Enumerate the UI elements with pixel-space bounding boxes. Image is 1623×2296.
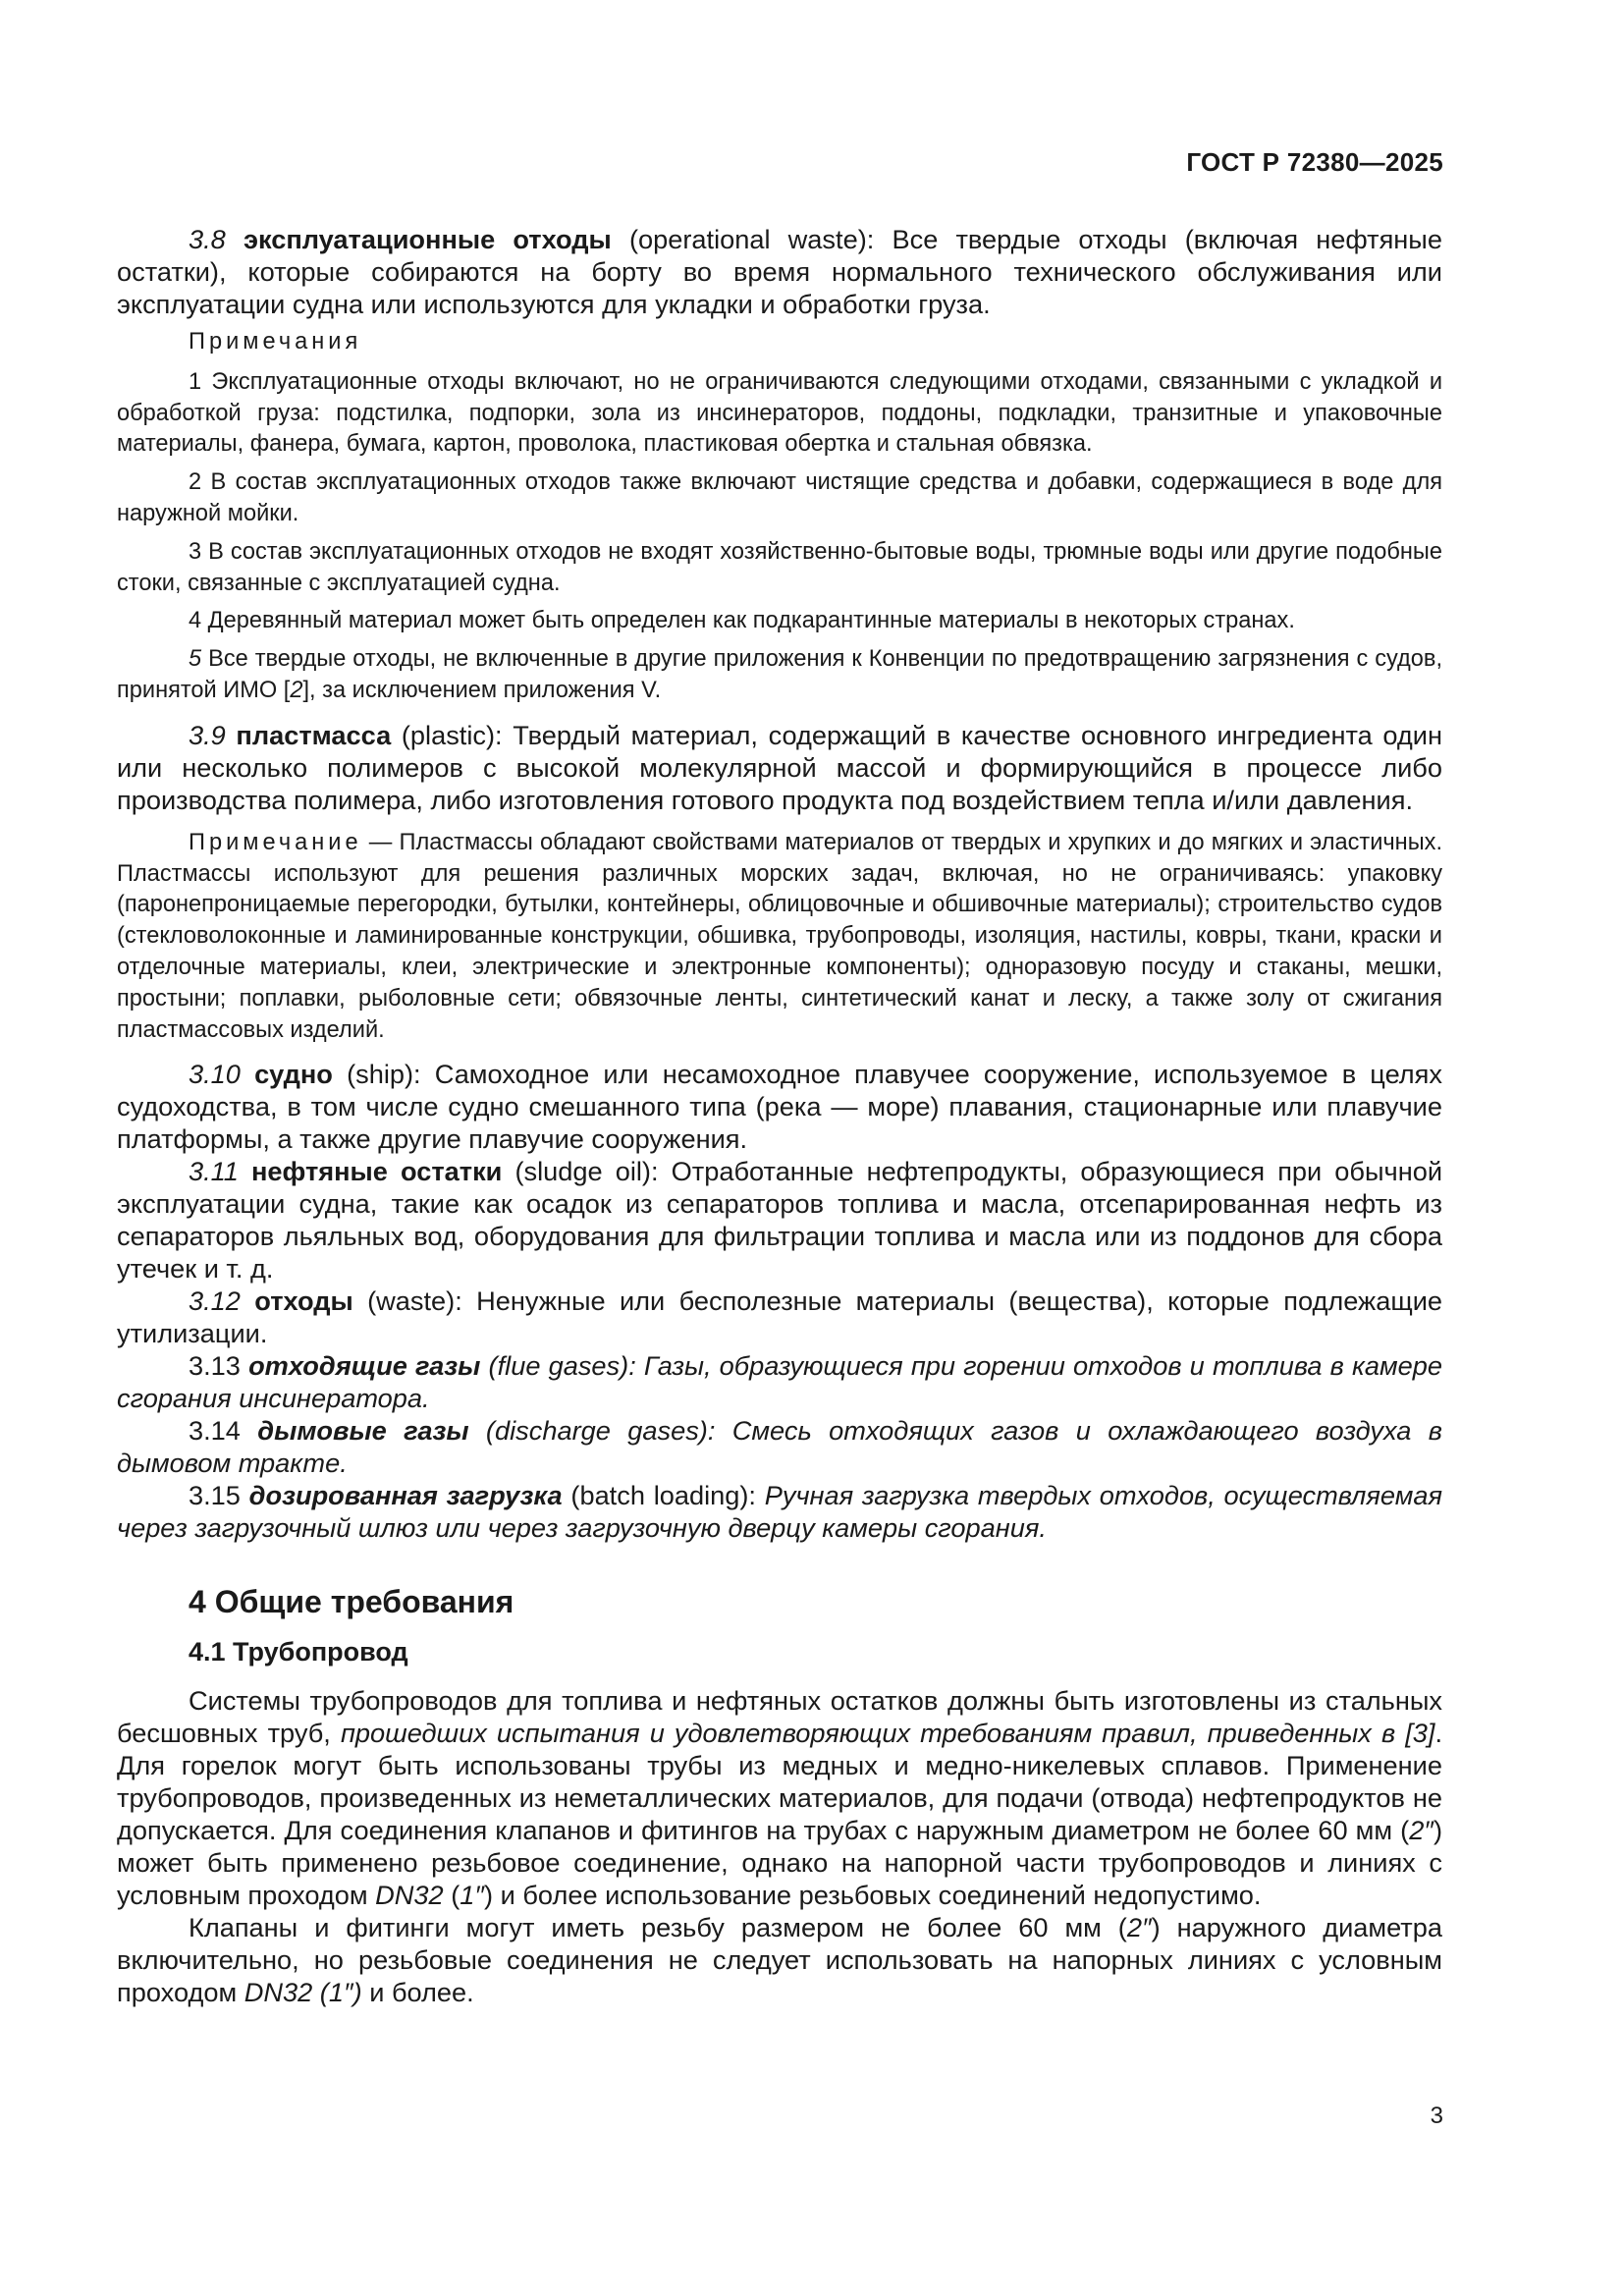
italic-run: DN32 [375, 1880, 444, 1911]
definition-text: Ручная загрузка твердых отходов, осуществляемая через загрузочный шлюз или через загрузочную дверцу камеры сгорания. [117, 1480, 1442, 1544]
note-text: — Пластмассы обладают свойствами материалов от твердых и хрупких и до мягких и эластичных. Пластмассы используют для решения различных морских задач, включая, но не ограничиваясь: упаковку (паронепроницаемые перегородки, бутылки, контейнеры, облицовочные и обшивочные материалы); строительство судов (стекловолоконные и ламинированные конструкции, обшивка, трубопроводы, изоляция, настилы, ковры, ткани, краски и отделочные материалы, клеи, электрические и электронные компоненты); одноразовую посуду и стаканы, мешки, простыни; поплавки, рыболовные сети; обвязочные ленты, синтетический канат и леску, а также золу от сжигания пластмассовых изделий. [117, 829, 1443, 1043]
note-item [117, 644, 1442, 707]
clause-number: 3.9 [189, 719, 226, 750]
italic-run: 2″ [1126, 1912, 1152, 1943]
text-run: и более. [369, 1977, 474, 2008]
text-run: ) и более использование резьбовых соединений недопустимо. [484, 1880, 1262, 1911]
italic-run: DN32 (1″) [243, 1977, 362, 2008]
term-english: (ship): [347, 1059, 421, 1090]
term: судно [254, 1059, 333, 1090]
term-english: (sludge oil): [514, 1156, 659, 1187]
clause-number: 3.15 [189, 1480, 241, 1511]
note-item: 1 Эксплуатационные отходы включают, но не ограничиваются следующими отходами, связанными с укладкой и обработкой груза: подстилка, подпорки, зола из инсинераторов, поддоны, подкладки, транзитные и упаковочные материалы, фанера, бумага, картон, проволока, пластиковая обертка и стальная обвязка. [117, 368, 1442, 458]
clause-number: 3.13 [189, 1350, 241, 1382]
note-item: 3 В состав эксплуатационных отходов не входят хозяйственно-бытовые воды, трюмные воды или другие подобные стоки, связанные с эксплуатацией судна. [117, 538, 1442, 596]
page-number: 3 [1430, 2103, 1443, 2129]
term: нефтяные остатки [250, 1156, 503, 1187]
term-english: (discharge gases): [485, 1415, 716, 1447]
definition-3-11 [117, 1155, 1442, 1285]
clause-number: 3.14 [189, 1415, 241, 1447]
definition-3-9 [117, 719, 1442, 816]
term-english: (waste): [367, 1285, 462, 1317]
note-text-tail: ], за исключением приложения V. [302, 677, 662, 703]
definition-3-12 [117, 1285, 1442, 1349]
text-run: ) наружного диаметра включительно, но резьбовые соединения не следует использовать на напорных линиях с условным проходом [117, 1912, 1442, 2008]
definition-3-15 [117, 1479, 1442, 1544]
definition-text: Твердый материал, содержащий в качестве основного ингредиента один или несколько полимеров с высокой молекулярной массой и формирующийся в процессе либо производства полимера, либо изготовления готового продукта под воздействием тепла и/или давления. [117, 719, 1442, 815]
definition-text: Все твердые отходы (включая нефтяные остатки), которые собираются на борту во время нормального технического обслуживания или эксплуатации судна или используются для укладки и обработки груза. [117, 224, 1442, 319]
italic-run: 1″ [460, 1880, 485, 1911]
definition-text: Ненужные или бесполезные материалы (вещества), которые подлежащие утилизации. [117, 1285, 1442, 1349]
definition-text: Самоходное или несамоходное плавучее сооружение, используемое в целях судоходства, в том числе судно смешанного типа (река — море) плавания, стационарные или плавучие платформы, а также другие плавучие сооружения. [117, 1059, 1442, 1155]
term-english: (batch loading): [570, 1480, 756, 1511]
term-english: (operational waste): [628, 224, 875, 254]
term: дымовые газы [257, 1415, 469, 1447]
text-run: Клапаны и фитинги могут иметь резьбу размером не более 60 мм ( [189, 1912, 1127, 1943]
definition-3-10 [117, 1058, 1442, 1155]
note-number: 5 [189, 646, 202, 673]
text-run: . Для горелок могут быть использованы трубы из медных и медно-никелевых сплавов. Применение трубопроводов, произведенных из неметаллических материалов, для подачи (отвода) нефтепродуктов не допускается. Для соединения клапанов и фитингов на трубах с наружным диаметром не более 60 мм ( [117, 1718, 1442, 1846]
term-english: (plastic): [401, 719, 503, 750]
definition-3-14 [117, 1414, 1442, 1479]
paragraph-4-1-1 [117, 1684, 1442, 1911]
term-english: (flue gases): [488, 1350, 636, 1382]
text-run: ) может быть применено резьбовое соединение, однако на напорной части трубопроводов и линиях с условным проходом [117, 1815, 1442, 1911]
italic-run: 2″ [1409, 1815, 1434, 1846]
clause-number: 3.11 [189, 1156, 239, 1187]
document-id: ГОСТ Р 72380—2025 [1186, 147, 1443, 177]
term: отходящие газы [248, 1350, 481, 1382]
note-text: Все твердые отходы, не включенные в другие приложения к Конвенции по предотвращению загрязнения с судов, принятой ИМО [ [117, 646, 1442, 703]
term: эксплуатационные отходы [243, 224, 612, 254]
clause-number: 3.8 [189, 224, 226, 254]
definition-3-13 [117, 1349, 1442, 1414]
section-heading: 4 Общие требования [189, 1584, 514, 1620]
note-item: 4 Деревянный материал может быть определен как подкарантинные материалы в некоторых странах. [189, 608, 1295, 634]
note-3-9 [117, 828, 1442, 1047]
text-run: ( [451, 1880, 460, 1911]
subsection-heading: 4.1 Трубопровод [189, 1637, 408, 1667]
text-run: Системы трубопроводов для топлива и нефтяных остатков должны быть изготовлены из стальных бесшовных труб, [117, 1685, 1442, 1749]
clause-number: 3.10 [189, 1059, 241, 1090]
note-item: 2 В состав эксплуатационных отходов также включают чистящие средства и добавки, содержащиеся в воде для наружной мойки. [117, 469, 1442, 526]
paragraph-4-1-2 [117, 1911, 1442, 2008]
reference: 2 [290, 677, 303, 703]
definition-text: Смесь отходящих газов и охлаждающего воздуха в дымовом тракте. [117, 1415, 1442, 1479]
term: дозированная загрузка [248, 1480, 563, 1511]
note-label: Примечание [189, 829, 362, 855]
term: пластмасса [236, 719, 392, 750]
italic-run: прошедших испытания и удовлетворяющих требованиям правил, приведенных в [3] [340, 1718, 1435, 1749]
definition-text: Газы, образующиеся при горении отходов и топлива в камере сгорания инсинератора. [117, 1350, 1442, 1414]
clause-number: 3.12 [189, 1285, 241, 1317]
term: отходы [254, 1285, 353, 1317]
page-content [117, 223, 1442, 2008]
notes-heading: Примечания [189, 329, 362, 355]
definition-text: Отработанные нефтепродукты, образующиеся при обычной эксплуатации судна, такие как осадок из сепараторов топлива и масла, отсепарированная нефть из сепараторов льяльных вод, оборудования для фильтрации топлива и масла или из поддонов для сбора утечек и т. д. [117, 1156, 1443, 1285]
definition-3-8 [117, 223, 1442, 320]
